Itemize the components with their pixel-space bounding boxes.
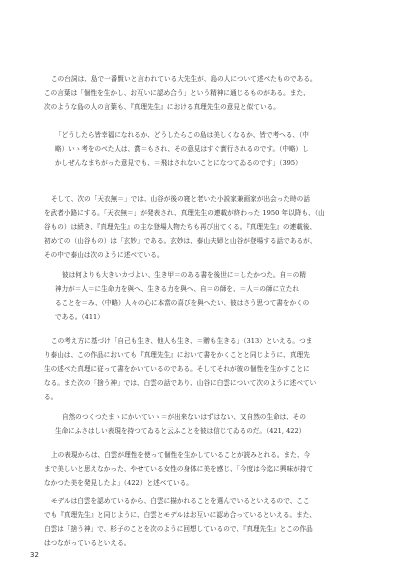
text-line: 上の表現からは、白雲が理性を使って個性を生かしていることが読みとれる。また、今 [51,451,311,459]
quote-line: 神力が＝人＝に生命力を與へ、生きる力を與へ、自＝の師を、＝人＝の師に立たれ [55,285,299,293]
page-number: 32 [30,551,39,559]
block-quote-1 [55,128,370,170]
paragraph-1 [44,72,374,114]
paragraph-5 [44,494,374,550]
text-line: なる。また次の「捨う神」では、白雲の話であり、山谷に白雲について次のように述べてい [44,379,317,387]
text-line: なかつた美を発見したよ」（422）と述べている。 [44,479,193,487]
text-line: この台詞は、島で一番賢いと言われている大先生が、島の人について述べたものである。 [51,75,317,83]
text-line: まで美しいと思えなかった、やせている女性の身体に美を感じ、「今度は今迄に興味が持て [44,465,314,473]
text-line: この考え方に基づけ「自己も生き、他人も生き、＝贈も生きる」（313）といえる。つま [51,337,313,345]
quote-line: 彼は何よりも大きいカづよい、生き甲＝のある書を後世に＝したかつた。自＝の精 [62,271,306,279]
block-quote-3 [55,410,370,438]
quote-line: 略）いゝ考をのべた人は、賞＝もされ、その意見はすぐ實行されるのです。（中略）し [55,145,309,153]
quote-line: 自然のつくつたまゝにかいていゝ＝が出来ないはずはない、又自然の生命は、その [62,413,306,421]
paragraph-4 [44,448,374,490]
text-line: その中で泰山は次のように述べている。 [44,251,164,259]
paragraph-2 [44,192,374,262]
block-quote-2 [55,268,370,324]
text-line: 谷もの）は続き、『真理先生』の主な登場人物たちも再び出てくる。『真理先生』の連載後、 [44,223,317,231]
text-line: り泰山は、この作品においても『真理先生』において書をかくことと同じように、真理先 [44,351,310,359]
text-line: 生の述べた真理に従って書をかいているのである。そしてそれが彼の個性を生かすことに [44,365,310,373]
text-line: を武者小路にする。「天衣無＝」が発表され、真理先生の連載が終わった 1950 年以降も、（山 [44,209,325,217]
quote-line: かしぜんなまちがった意見でも、＝飛はされないことになつてゐるのです」（395） [55,159,302,167]
text-line: る。 [44,393,58,401]
text-line: そして、次の「天衣無＝」では、山谷が後の寝と老いた小説家兼画家が出会った時の話 [51,195,310,203]
text-line: モデルは白雲を認めているから、白雲に描かれることを選んでいるといえるので、ここ [51,497,310,505]
text-line: 初めての（山谷もの）は「玄妙」である。玄妙は、泰山夫婦と山谷が登場する話であるが、 [44,237,317,245]
quote-line: 生命にふさはしい表現を持つてゐると云ふことを彼は信じてゐるのだ。（421, 422） [55,427,306,435]
paragraph-3 [44,334,374,404]
text-line: この言葉は「個性を生かし、お互いに認め合う」という精神に通じるものがある。また、 [44,89,310,97]
text-line: はつながっているといえる。 [44,539,131,547]
text-line: 次のような島の人の言葉も、『真理先生』における真理先生の意見と似ている。 [44,103,280,111]
text-line: でも『真理先生』と同じように、白雲とモデルはお互いに認め合っているといえる。また、 [44,511,317,519]
quote-line: である。（411） [55,313,104,321]
quote-line: ることを＝み、（中略）人々の心に本當の喜びを與へたい、彼はさう思つて書をかくの [55,299,310,307]
text-line: 白雲は「捨う神」で、杉子のことを次のように回想しているので、『真理先生』とこの作品 [44,525,313,533]
quote-line: 「どうしたら皆幸福になれるか、どうしたらこの島は美しくなるか、皆で考へる、（中 [55,131,309,139]
